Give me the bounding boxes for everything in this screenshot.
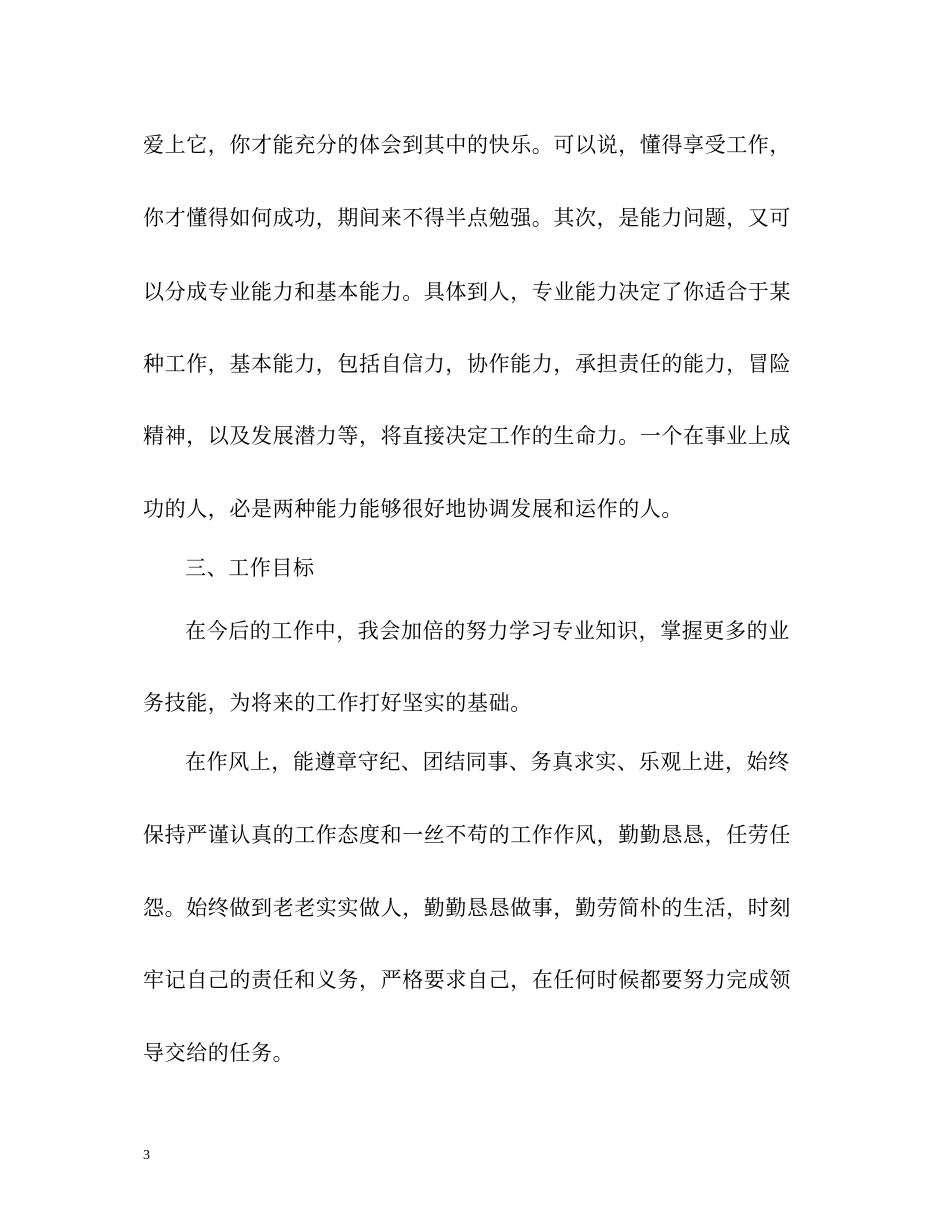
body-line-8: 在今后的工作中，我会加倍的努力学习专业知识，掌握更多的业 [185, 619, 790, 643]
body-line-9: 务技能，为将来的工作打好坚实的基础。 [143, 691, 532, 715]
page-number: 3 [143, 1148, 150, 1163]
body-line-2: 你才懂得如何成功，期间来不得半点勉强。其次，是能力问题，又可 [143, 206, 791, 230]
body-line-3: 以分成专业能力和基本能力。具体到人，专业能力决定了你适合于某 [143, 280, 791, 304]
body-line-6: 功的人，必是两种能力能够很好地协调发展和运作的人。 [143, 497, 683, 521]
body-line-11: 保持严谨认真的工作态度和一丝不苟的工作作风，勤勤恳恳，任劳任 [143, 823, 791, 847]
body-line-12: 怨。始终做到老老实实做人，勤勤恳恳做事，勤劳简朴的生活，时刻 [143, 896, 791, 920]
body-line-14: 导交给的任务。 [143, 1041, 295, 1065]
body-line-5: 精神，以及发展潜力等，将直接决定工作的生命力。一个在事业上成 [143, 424, 791, 448]
body-line-10: 在作风上，能遵章守纪、团结同事、务真求实、乐观上进，始终 [185, 750, 790, 774]
body-line-4: 种工作，基本能力，包括自信力，协作能力，承担责任的能力，冒险 [143, 352, 791, 376]
section-heading: 三、工作目标 [185, 556, 315, 580]
body-line-13: 牢记自己的责任和义务，严格要求自己，在任何时候都要努力完成领 [143, 968, 791, 992]
body-line-1: 爱上它，你才能充分的体会到其中的快乐。可以说，懂得享受工作， [143, 133, 791, 157]
